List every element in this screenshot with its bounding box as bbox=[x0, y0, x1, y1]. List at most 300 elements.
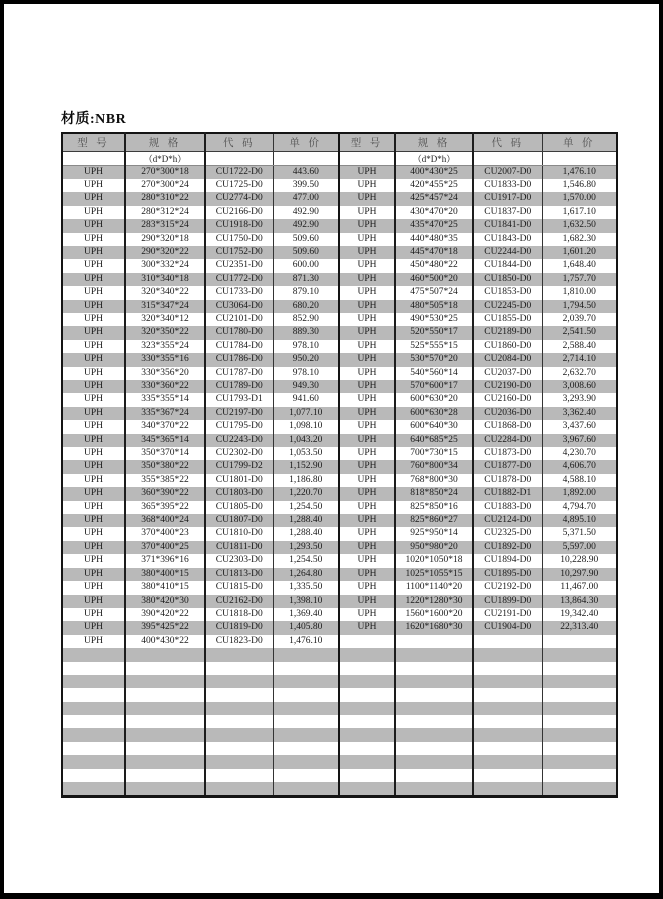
cell-model: UPH bbox=[339, 380, 395, 393]
cell-price: 509.60 bbox=[273, 233, 339, 246]
cell-spec: 530*570*20 bbox=[395, 353, 473, 366]
table-row bbox=[62, 300, 617, 313]
cell-price: 950.20 bbox=[273, 353, 339, 366]
cell-code: CU1772-D0 bbox=[205, 273, 273, 286]
cell-price: 3,967.60 bbox=[562, 434, 596, 445]
cell-model: UPH bbox=[62, 554, 125, 567]
cell-spec: 330*356*20 bbox=[125, 367, 205, 380]
cell-spec: 425*457*24 bbox=[395, 192, 473, 205]
cell-code: CU1894-D0 bbox=[473, 554, 542, 567]
cell-model: UPH bbox=[339, 460, 395, 473]
table-row bbox=[62, 487, 617, 500]
cell-code bbox=[473, 662, 542, 675]
cell-price: 3,362.40 bbox=[562, 407, 596, 418]
cell-spec: 700*730*15 bbox=[395, 447, 473, 460]
cell-price: 509.60 bbox=[273, 246, 339, 259]
cell-code: CU1813-D0 bbox=[205, 568, 273, 581]
cell-spec: 395*425*22 bbox=[125, 621, 205, 634]
cell-code: CU2084-D0 bbox=[473, 353, 542, 366]
cell-code: CU2190-D0 bbox=[473, 380, 542, 393]
cell-price: 1,892.00 bbox=[562, 488, 596, 499]
cell-model: UPH bbox=[62, 313, 125, 326]
cell-code bbox=[205, 688, 273, 701]
cell-spec bbox=[395, 728, 473, 741]
cell-spec: 290*320*18 bbox=[125, 233, 205, 246]
cell-code: CU1895-D0 bbox=[473, 568, 542, 581]
cell-price: 1,632.50 bbox=[562, 220, 596, 231]
cell-model bbox=[339, 688, 395, 701]
cell-model bbox=[62, 702, 125, 715]
cell-code: CU2325-D0 bbox=[473, 527, 542, 540]
cell-price: 1,220.70 bbox=[273, 487, 339, 500]
table-row bbox=[62, 393, 617, 406]
cell-price: 13,864.30 bbox=[560, 595, 599, 606]
cell-price: 871.30 bbox=[273, 273, 339, 286]
cell-model: UPH bbox=[339, 192, 395, 205]
cell-code: CU1801-D0 bbox=[205, 474, 273, 487]
cell-code: CU1837-D0 bbox=[473, 206, 542, 219]
cell-model: UPH bbox=[62, 501, 125, 514]
cell-price: 399.50 bbox=[273, 179, 339, 192]
cell-model: UPH bbox=[62, 608, 125, 621]
cell-price: 949.30 bbox=[273, 380, 339, 393]
cell-price: 879.10 bbox=[273, 286, 339, 299]
cell-price: 10,297.90 bbox=[560, 568, 599, 579]
cell-model bbox=[62, 728, 125, 741]
cell-spec: 368*400*24 bbox=[125, 514, 205, 527]
table-row bbox=[62, 554, 617, 567]
cell-spec bbox=[125, 782, 205, 797]
cell-spec bbox=[395, 702, 473, 715]
cell-model bbox=[62, 662, 125, 675]
cell-spec: 330*355*16 bbox=[125, 353, 205, 366]
cell-model: UPH bbox=[339, 595, 395, 608]
cell-model: UPH bbox=[62, 300, 125, 313]
table-row bbox=[62, 420, 617, 433]
table-row bbox=[62, 648, 617, 661]
cell-model: UPH bbox=[339, 407, 395, 420]
cell-model bbox=[339, 635, 395, 648]
cell-model: UPH bbox=[62, 326, 125, 339]
cell-model bbox=[62, 715, 125, 728]
cell-model bbox=[339, 782, 395, 797]
cell-code: CU1784-D0 bbox=[205, 340, 273, 353]
cell-price bbox=[542, 782, 617, 797]
table-row bbox=[62, 340, 617, 353]
cell-price: 3,008.60 bbox=[562, 381, 596, 391]
cell-spec: 370*400*23 bbox=[125, 527, 205, 540]
cell-price: 4,606.70 bbox=[562, 461, 596, 472]
table-row bbox=[62, 434, 617, 447]
cell-code: CU1844-D0 bbox=[473, 259, 542, 272]
cell-code bbox=[205, 769, 273, 782]
cell-price: 4,588.10 bbox=[562, 474, 596, 485]
cell-code: CU2244-D0 bbox=[473, 246, 542, 259]
column-header-code: 代 码 bbox=[473, 133, 542, 151]
cell-code: CU2101-D0 bbox=[205, 313, 273, 326]
cell-code bbox=[473, 728, 542, 741]
cell-model: UPH bbox=[62, 595, 125, 608]
cell-price: 978.10 bbox=[273, 340, 339, 353]
cell-spec bbox=[395, 662, 473, 675]
cell-code: CU1823-D0 bbox=[205, 635, 273, 648]
cell-model: UPH bbox=[62, 179, 125, 192]
cell-code: CU1878-D0 bbox=[473, 474, 542, 487]
cell-spec bbox=[125, 675, 205, 688]
cell-code: CU1780-D0 bbox=[205, 326, 273, 339]
cell-spec: 350*370*14 bbox=[125, 447, 205, 460]
cell-model: UPH bbox=[339, 286, 395, 299]
table-row bbox=[62, 192, 617, 205]
cell-model: UPH bbox=[339, 608, 395, 621]
cell-spec bbox=[125, 715, 205, 728]
cell-code: CU1918-D0 bbox=[205, 219, 273, 232]
cell-price bbox=[273, 662, 339, 675]
cell-spec: 350*380*22 bbox=[125, 460, 205, 473]
cell-spec: 420*455*25 bbox=[395, 179, 473, 192]
cell-model bbox=[62, 782, 125, 797]
cell-price bbox=[273, 675, 339, 688]
cell-model: UPH bbox=[339, 206, 395, 219]
cell-spec: 323*355*24 bbox=[125, 340, 205, 353]
cell-code: CU2037-D0 bbox=[473, 367, 542, 380]
cell-code bbox=[205, 755, 273, 768]
cell-price: 2,541.50 bbox=[562, 327, 596, 338]
table-row bbox=[62, 246, 617, 259]
cell-spec: 760*800*34 bbox=[395, 460, 473, 473]
cell-price: 5,371.50 bbox=[562, 528, 596, 539]
cell-code: CU2351-D0 bbox=[205, 259, 273, 272]
cell-code bbox=[473, 715, 542, 728]
cell-model: UPH bbox=[339, 246, 395, 259]
cell-code: CU1899-D0 bbox=[473, 595, 542, 608]
cell-spec: 435*470*25 bbox=[395, 219, 473, 232]
table-row bbox=[62, 635, 617, 648]
cell-spec: 380*400*15 bbox=[125, 568, 205, 581]
cell-price bbox=[273, 688, 339, 701]
cell-spec: 460*500*20 bbox=[395, 273, 473, 286]
cell-spec: 270*300*24 bbox=[125, 179, 205, 192]
table-row bbox=[62, 353, 617, 366]
column-header-spec: 规 格 bbox=[395, 133, 473, 151]
page-title: 材质:NBR bbox=[61, 112, 127, 127]
cell-price: 22,313.40 bbox=[560, 622, 599, 633]
cell-code bbox=[473, 688, 542, 701]
table-row bbox=[62, 367, 617, 380]
table-row bbox=[62, 474, 617, 487]
cell-model: UPH bbox=[62, 192, 125, 205]
cell-price bbox=[542, 769, 617, 782]
cell-code: CU2245-D0 bbox=[473, 300, 542, 313]
cell-model: UPH bbox=[339, 501, 395, 514]
cell-price: 1,757.70 bbox=[562, 273, 596, 284]
cell-spec: 490*530*25 bbox=[395, 313, 473, 326]
cell-price bbox=[542, 755, 617, 768]
table-row bbox=[62, 688, 617, 701]
cell-spec: 335*367*24 bbox=[125, 407, 205, 420]
spec-subheader: （d*D*h） bbox=[125, 151, 205, 165]
cell-price: 4,230.70 bbox=[562, 448, 596, 459]
cell-code: CU2284-D0 bbox=[473, 434, 542, 447]
cell-price bbox=[273, 728, 339, 741]
cell-model: UPH bbox=[339, 300, 395, 313]
cell-price: 3,437.60 bbox=[562, 421, 596, 432]
cell-spec: 430*470*20 bbox=[395, 206, 473, 219]
cell-spec bbox=[395, 769, 473, 782]
cell-price: 4,794.70 bbox=[562, 501, 596, 512]
table-row bbox=[62, 782, 617, 797]
cell-spec bbox=[125, 769, 205, 782]
cell-spec bbox=[125, 662, 205, 675]
price-table-container bbox=[61, 132, 618, 798]
cell-model: UPH bbox=[339, 621, 395, 634]
cell-price: 492.90 bbox=[273, 219, 339, 232]
column-header-model: 型 号 bbox=[62, 133, 125, 151]
cell-code: CU1803-D0 bbox=[205, 487, 273, 500]
cell-model: UPH bbox=[339, 367, 395, 380]
cell-code: CU1818-D0 bbox=[205, 608, 273, 621]
cell-code bbox=[205, 702, 273, 715]
cell-spec: 480*505*18 bbox=[395, 300, 473, 313]
cell-price: 852.90 bbox=[273, 313, 339, 326]
table-row bbox=[62, 233, 617, 246]
cell-model: UPH bbox=[62, 447, 125, 460]
price-table-body bbox=[62, 165, 617, 797]
cell-code: CU1833-D0 bbox=[473, 179, 542, 192]
cell-model: UPH bbox=[62, 246, 125, 259]
cell-spec: 1560*1600*20 bbox=[395, 608, 473, 621]
cell-code bbox=[205, 662, 273, 675]
cell-model: UPH bbox=[339, 474, 395, 487]
table-row bbox=[62, 662, 617, 675]
cell-price: 1,570.00 bbox=[562, 193, 596, 204]
cell-model: UPH bbox=[339, 447, 395, 460]
cell-spec: 520*550*17 bbox=[395, 326, 473, 339]
cell-model bbox=[62, 742, 125, 755]
cell-price bbox=[542, 715, 617, 728]
cell-model: UPH bbox=[62, 460, 125, 473]
cell-spec: 1025*1055*15 bbox=[395, 568, 473, 581]
cell-price: 1,601.20 bbox=[562, 246, 596, 257]
cell-spec: 600*640*30 bbox=[395, 420, 473, 433]
cell-model bbox=[339, 728, 395, 741]
column-header-code: 代 码 bbox=[205, 133, 273, 151]
table-row bbox=[62, 380, 617, 393]
cell-model: UPH bbox=[62, 568, 125, 581]
cell-code: CU1722-D0 bbox=[205, 165, 273, 179]
table-row bbox=[62, 541, 617, 554]
cell-code: CU1873-D0 bbox=[473, 447, 542, 460]
table-row bbox=[62, 755, 617, 768]
cell-model: UPH bbox=[339, 527, 395, 540]
cell-code bbox=[473, 675, 542, 688]
table-subheader-row bbox=[62, 151, 617, 165]
cell-spec: 280*310*22 bbox=[125, 192, 205, 205]
cell-spec: 365*395*22 bbox=[125, 501, 205, 514]
cell-code: CU1868-D0 bbox=[473, 420, 542, 433]
cell-spec: 445*470*18 bbox=[395, 246, 473, 259]
cell-spec: 1100*1140*20 bbox=[395, 581, 473, 594]
cell-spec: 280*312*24 bbox=[125, 206, 205, 219]
cell-code: CU3064-D0 bbox=[205, 300, 273, 313]
cell-code: CU1883-D0 bbox=[473, 501, 542, 514]
cell-model: UPH bbox=[62, 635, 125, 648]
cell-price: 492.90 bbox=[273, 206, 339, 219]
cell-price: 477.00 bbox=[273, 192, 339, 205]
cell-spec bbox=[395, 648, 473, 661]
cell-code: CU1811-D0 bbox=[205, 541, 273, 554]
cell-spec: 600*630*20 bbox=[395, 393, 473, 406]
cell-spec: 640*685*25 bbox=[395, 434, 473, 447]
cell-price bbox=[542, 648, 617, 661]
cell-spec: 1020*1050*18 bbox=[395, 554, 473, 567]
cell-price bbox=[273, 648, 339, 661]
cell-price: 1,293.50 bbox=[273, 541, 339, 554]
cell-price bbox=[542, 662, 617, 675]
cell-code: CU1904-D0 bbox=[473, 621, 542, 634]
cell-price: 889.30 bbox=[273, 326, 339, 339]
cell-spec: 345*365*14 bbox=[125, 434, 205, 447]
cell-model: UPH bbox=[62, 393, 125, 406]
cell-model: UPH bbox=[62, 434, 125, 447]
cell-model: UPH bbox=[62, 474, 125, 487]
cell-code bbox=[205, 648, 273, 661]
cell-code: CU2197-D0 bbox=[205, 407, 273, 420]
cell-model bbox=[62, 675, 125, 688]
cell-price: 1,476.10 bbox=[562, 166, 596, 177]
table-row bbox=[62, 165, 617, 179]
cell-code bbox=[205, 715, 273, 728]
cell-price: 1,254.50 bbox=[273, 554, 339, 567]
cell-price: 1,254.50 bbox=[273, 501, 339, 514]
table-row bbox=[62, 527, 617, 540]
table-row bbox=[62, 460, 617, 473]
cell-spec: 380*420*30 bbox=[125, 595, 205, 608]
cell-price: 1,617.10 bbox=[562, 206, 596, 217]
cell-code: CU1892-D0 bbox=[473, 541, 542, 554]
cell-code: CU2007-D0 bbox=[473, 165, 542, 179]
cell-price: 1,264.80 bbox=[273, 568, 339, 581]
cell-model: UPH bbox=[62, 353, 125, 366]
cell-spec: 1220*1280*30 bbox=[395, 595, 473, 608]
cell-price: 1,152.90 bbox=[273, 460, 339, 473]
cell-price: 3,293.90 bbox=[562, 394, 596, 405]
table-row bbox=[62, 273, 617, 286]
cell-code: CU1789-D0 bbox=[205, 380, 273, 393]
cell-price bbox=[273, 769, 339, 782]
cell-spec bbox=[125, 702, 205, 715]
cell-spec: 335*355*14 bbox=[125, 393, 205, 406]
cell-model: UPH bbox=[62, 380, 125, 393]
cell-model: UPH bbox=[339, 273, 395, 286]
cell-spec: 1620*1680*30 bbox=[395, 621, 473, 634]
cell-code: CU1733-D0 bbox=[205, 286, 273, 299]
cell-model: UPH bbox=[62, 621, 125, 634]
table-row bbox=[62, 501, 617, 514]
table-row bbox=[62, 568, 617, 581]
cell-price: 1,648.40 bbox=[562, 260, 596, 271]
cell-price: 5,597.00 bbox=[562, 541, 596, 552]
cell-model: UPH bbox=[62, 165, 125, 179]
cell-spec bbox=[395, 755, 473, 768]
cell-spec: 525*555*15 bbox=[395, 340, 473, 353]
cell-spec bbox=[125, 688, 205, 701]
cell-code: CU1877-D0 bbox=[473, 460, 542, 473]
cell-code: CU1793-D1 bbox=[205, 393, 273, 406]
cell-price: 1,043.20 bbox=[273, 434, 339, 447]
cell-code: CU1860-D0 bbox=[473, 340, 542, 353]
cell-price: 1,186.80 bbox=[273, 474, 339, 487]
cell-code: CU2036-D0 bbox=[473, 407, 542, 420]
table-row bbox=[62, 286, 617, 299]
cell-code: CU1805-D0 bbox=[205, 501, 273, 514]
cell-price: 1,398.10 bbox=[273, 595, 339, 608]
table-header-row bbox=[62, 133, 617, 151]
cell-model: UPH bbox=[62, 340, 125, 353]
column-header-price: 单 价 bbox=[542, 133, 617, 151]
cell-price bbox=[273, 715, 339, 728]
cell-model: UPH bbox=[62, 367, 125, 380]
cell-code: CU1787-D0 bbox=[205, 367, 273, 380]
cell-spec: 400*430*25 bbox=[395, 165, 473, 179]
cell-code bbox=[473, 755, 542, 768]
cell-spec: 370*400*25 bbox=[125, 541, 205, 554]
cell-model bbox=[62, 688, 125, 701]
cell-price: 2,714.10 bbox=[562, 354, 596, 365]
cell-price bbox=[273, 702, 339, 715]
cell-model: UPH bbox=[62, 514, 125, 527]
table-row bbox=[62, 675, 617, 688]
cell-price bbox=[542, 635, 617, 648]
cell-spec bbox=[395, 715, 473, 728]
cell-price: 600.00 bbox=[273, 259, 339, 272]
cell-price: 1,810.00 bbox=[562, 287, 596, 298]
cell-code bbox=[473, 782, 542, 797]
cell-price: 978.10 bbox=[273, 367, 339, 380]
cell-spec: 440*480*35 bbox=[395, 233, 473, 246]
cell-spec: 540*560*14 bbox=[395, 367, 473, 380]
cell-price: 443.60 bbox=[273, 165, 339, 179]
cell-model bbox=[339, 648, 395, 661]
cell-model: UPH bbox=[62, 219, 125, 232]
cell-price: 1,405.80 bbox=[273, 621, 339, 634]
cell-spec: 300*332*24 bbox=[125, 259, 205, 272]
cell-code bbox=[473, 742, 542, 755]
cell-code: CU1786-D0 bbox=[205, 353, 273, 366]
cell-code: CU1843-D0 bbox=[473, 233, 542, 246]
cell-spec bbox=[125, 742, 205, 755]
table-row bbox=[62, 447, 617, 460]
table-row bbox=[62, 621, 617, 634]
cell-price bbox=[273, 755, 339, 768]
cell-code: CU1795-D0 bbox=[205, 420, 273, 433]
cell-code: CU1853-D0 bbox=[473, 286, 542, 299]
cell-code: CU1752-D0 bbox=[205, 246, 273, 259]
cell-code: CU2303-D0 bbox=[205, 554, 273, 567]
cell-model: UPH bbox=[339, 259, 395, 272]
cell-model: UPH bbox=[339, 393, 395, 406]
cell-price: 1,335.50 bbox=[273, 581, 339, 594]
cell-price bbox=[542, 728, 617, 741]
cell-spec: 950*980*20 bbox=[395, 541, 473, 554]
cell-model: UPH bbox=[339, 487, 395, 500]
cell-code: CU2162-D0 bbox=[205, 595, 273, 608]
column-header-model: 型 号 bbox=[339, 133, 395, 151]
cell-model: UPH bbox=[339, 233, 395, 246]
cell-code: CU2160-D0 bbox=[473, 393, 542, 406]
price-table bbox=[61, 132, 618, 798]
cell-model bbox=[339, 675, 395, 688]
